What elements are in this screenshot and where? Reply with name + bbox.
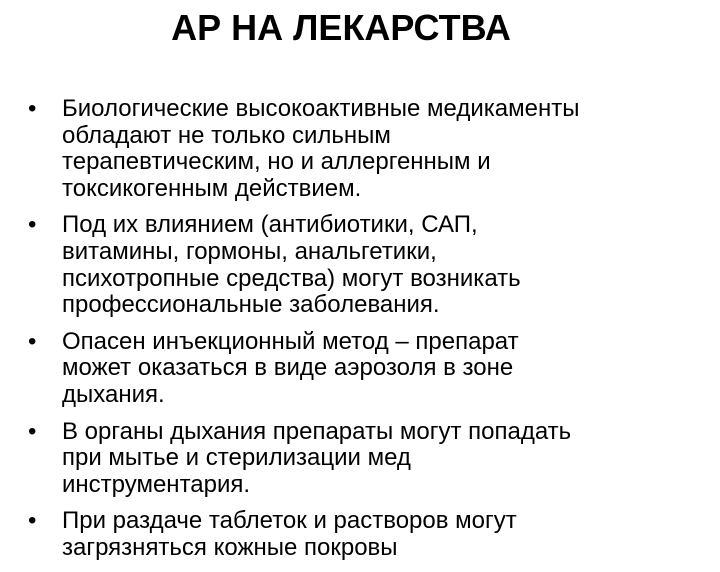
bullet-line: обладают не только сильным	[62, 121, 391, 149]
bullet-item-1	[28, 96, 708, 202]
bullet-line: может оказаться в виде аэрозоля в зоне	[62, 354, 514, 382]
bullet-line: токсикогенным действием.	[62, 174, 362, 202]
bullet-icon: •	[28, 507, 37, 535]
bullet-text	[62, 419, 682, 499]
bullet-line: психотропные средства) могут возникать	[62, 264, 521, 292]
bullet-line: загрязняться кожные покровы	[62, 533, 398, 561]
bullet-icon: •	[28, 95, 37, 122]
bullet-item-4	[28, 419, 708, 499]
bullet-line: при мытье и стерилизации мед	[62, 444, 411, 472]
slide-title: АР НА ЛЕКАРСТВА	[171, 7, 511, 48]
bullet-line: витамины, гормоны, анальгетики,	[62, 237, 437, 265]
bullet-line: терапевтическим, но и аллергенным и	[62, 148, 491, 176]
bullet-item-5	[28, 508, 708, 561]
bullet-line: В органы дыхания препараты могут попадать	[62, 417, 572, 445]
bullet-text	[62, 329, 682, 409]
bullet-icon: •	[28, 327, 37, 355]
bullet-text	[62, 96, 682, 202]
bullet-line: Под их влиянием (антибиотики, САП,	[62, 211, 478, 239]
bullet-text	[62, 508, 682, 561]
bullet-line: инструментария.	[62, 470, 251, 498]
bullet-line: При раздаче таблеток и растворов могут	[62, 507, 517, 535]
bullet-line: Биологические высокоактивные медикаменты	[62, 95, 580, 122]
bullet-line: Опасен инъекционный метод – препарат	[62, 327, 519, 355]
bullet-item-3	[28, 329, 708, 409]
bullet-icon: •	[28, 211, 37, 239]
bullet-line: дыхания.	[62, 380, 165, 408]
bullet-icon: •	[28, 417, 37, 445]
bullet-line: профессиональные заболевания.	[62, 291, 440, 319]
bullet-list	[28, 96, 708, 572]
bullet-text	[62, 212, 682, 318]
bullet-item-2	[28, 212, 708, 318]
